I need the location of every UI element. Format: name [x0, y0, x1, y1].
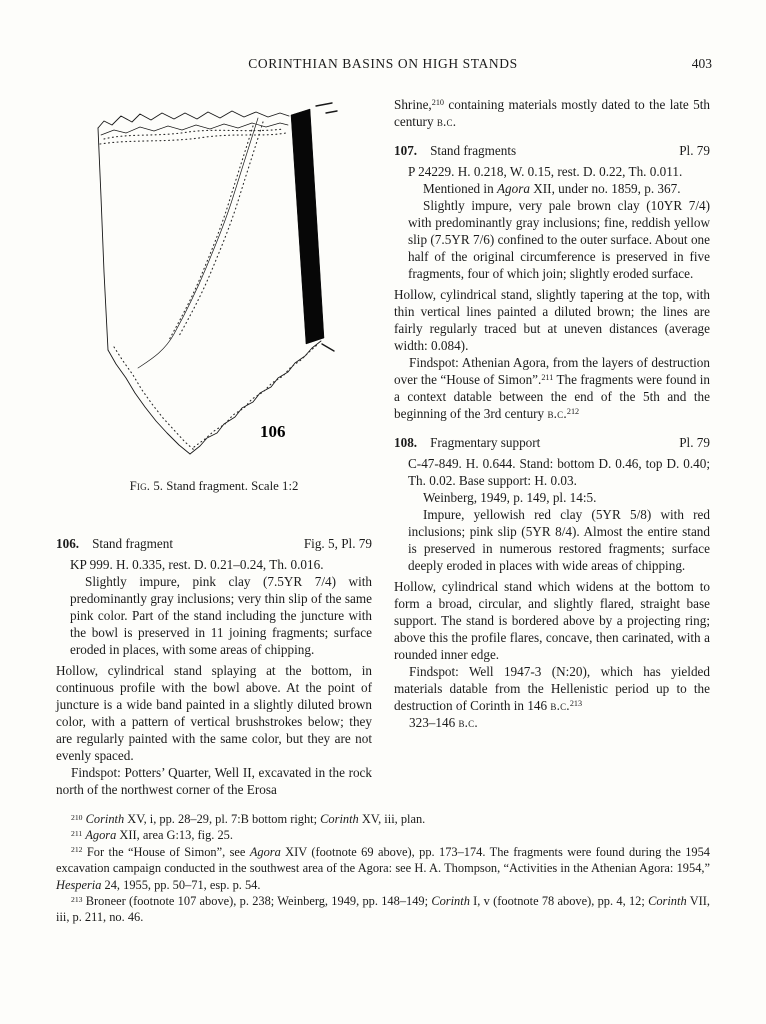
description-paragraph: Findspot: Well 1947-3 (N:20), which has yielded materials datable from the Hellenistic period up to the destruction of Corinth in 146 b.c.$^{213}$	[394, 664, 710, 713]
entry-106-plate: Fig. 5, Pl. 79	[303, 536, 372, 551]
entry-107-heading-left	[394, 142, 516, 159]
footnote-211: $^{211}$ Agora XII, area G:13, fig. 25.	[71, 828, 233, 843]
catalog-paragraph: P 24229. H. 0.218, W. 0.15, rest. D. 0.22, Th. 0.011.	[408, 164, 683, 179]
entry-107-plate: Pl. 79	[679, 143, 710, 158]
entry-106-number: 106.	[56, 536, 80, 551]
page-number: 403	[691, 56, 712, 71]
entry-108	[394, 434, 710, 731]
entry-106-title: Stand fragment	[92, 536, 174, 551]
column-left	[56, 96, 372, 798]
page-title: CORINTHIAN BASINS ON HIGH STANDS	[248, 56, 518, 71]
footnote-210: $^{210}$ Corinth XV, i, pp. 28–29, pl. 7:B bottom right; Corinth XV, iii, plan.	[71, 812, 426, 826]
content-columns	[56, 96, 710, 798]
entry-108-heading-left	[394, 434, 540, 451]
entry-106-heading-left	[56, 535, 173, 552]
entry-106-catalog	[70, 556, 372, 658]
entry-107-heading	[394, 142, 710, 159]
figure-caption: Fig. 5. Stand fragment. Scale 1:2	[129, 479, 299, 493]
footnote-213: $^{213}$ Broneer (footnote 107 above), p. 238; Weinberg, 1949, pp. 148–149; Corinth I, v (footnote 78 above), pp. 4, 12; Corinth VII, iii, p. 211, no. 46.	[56, 894, 710, 925]
catalog-paragraph: Mentioned in Agora XII, under no. 1859, p. 367.	[423, 181, 681, 196]
description-paragraph: Hollow, cylindrical stand, slightly tapering at the top, with thin vertical lines painted a diluted brown; the lines are fairly regularly traced but at uneven distances (average width: 0.084).	[394, 287, 710, 353]
figure-drawing	[88, 102, 340, 464]
figure	[56, 102, 372, 495]
catalog-paragraph: Slightly impure, pink clay (7.5YR 7/4) with predominantly gray inclusions; very thin slip of the same pink color. Part of the stand including the juncture with the bowl is preserved in 11 joining fragments; surface eroded in places, with some areas of chipping.	[70, 574, 372, 657]
catalog-paragraph: Impure, yellowish red clay (5YR 5/8) with red inclusions; pink slip (5YR 8/4). Almost the entire stand is preserved in numerous restored fragments; surface deeply eroded in places with wide areas of chipping.	[408, 507, 710, 573]
entry-108-title: Fragmentary support	[430, 435, 541, 450]
entry-107-title: Stand fragments	[430, 143, 517, 158]
footnotes	[56, 811, 710, 926]
painted-band	[291, 109, 324, 344]
catalog-paragraph: Slightly impure, very pale brown clay (10YR 7/4) with predominantly gray inclusions; fine, reddish yellow slip (7.5YR 7/6) confined to the outer surface. About one half of the original circumference is preserved in five fragments, four of which join; slightly eroded surface.	[408, 198, 710, 281]
date-range: 323–146 b.c.	[409, 715, 478, 730]
description-paragraph: Findspot: Athenian Agora, from the layers of destruction over the “House of Simon”.$^{211}$ The fragments were found in a context datable between the end of the 5th and the beginning of the 3rd century b.c.$^{212}$	[394, 355, 711, 421]
entry-108-number: 108.	[394, 435, 418, 450]
page-header	[56, 56, 710, 74]
description-paragraph: Findspot: Potters’ Quarter, Well II, excavated in the rock north of the northwest corner of the Erosa	[56, 765, 372, 797]
entry-108-plate: Pl. 79	[679, 435, 710, 450]
entry-107	[394, 142, 710, 422]
entry-108-heading	[394, 434, 710, 451]
description-paragraph: Hollow, cylindrical stand which widens at the bottom to form a broad, circular, and slightly flared, straight base support. The stand is bordered above by a projecting ring; above this the profile flares, concave, then carinated, with a rounded inner edge.	[394, 579, 710, 662]
catalog-paragraph: KP 999. H. 0.335, rest. D. 0.21–0.24, Th. 0.016.	[70, 557, 324, 572]
entry-108-catalog	[408, 455, 710, 574]
catalog-paragraph: C-47-849. H. 0.644. Stand: bottom D. 0.46, top D. 0.40; Th. 0.02. Base support: H. 0.03.	[408, 456, 710, 488]
entry-107-number: 107.	[394, 143, 418, 158]
description-paragraph: Hollow, cylindrical stand splaying at the bottom, in continuous profile with the bowl above. At the point of juncture is a wide band painted in a slightly diluted brown color, with a pattern of vertical brushstrokes below; they are regularly painted with the same color, but they are not evenly spaced.	[56, 663, 372, 763]
column-right	[394, 96, 710, 798]
figure-label: 106	[260, 422, 286, 441]
continuation-paragraph: Shrine,$^{210}$ containing materials mostly dated to the late 5th century b.c.	[394, 97, 710, 129]
catalog-paragraph: Weinberg, 1949, p. 149, pl. 14:5.	[423, 490, 597, 505]
fragment-outline	[98, 111, 321, 454]
entry-106-heading	[56, 535, 372, 552]
entry-107-catalog	[408, 163, 710, 282]
entry-106	[56, 535, 372, 798]
footnote-212: $^{212}$ For the “House of Simon”, see Agora XIV (footnote 69 above), pp. 173–174. The fragments were found during the 1954 excavation campaign conducted in the southwest area of the Agora: see H. A. Thompson, “Activities in the Athenian Agora: 1954,” Hesperia 24, 1955, pp. 50–71, esp. p. 54.	[56, 844, 710, 892]
